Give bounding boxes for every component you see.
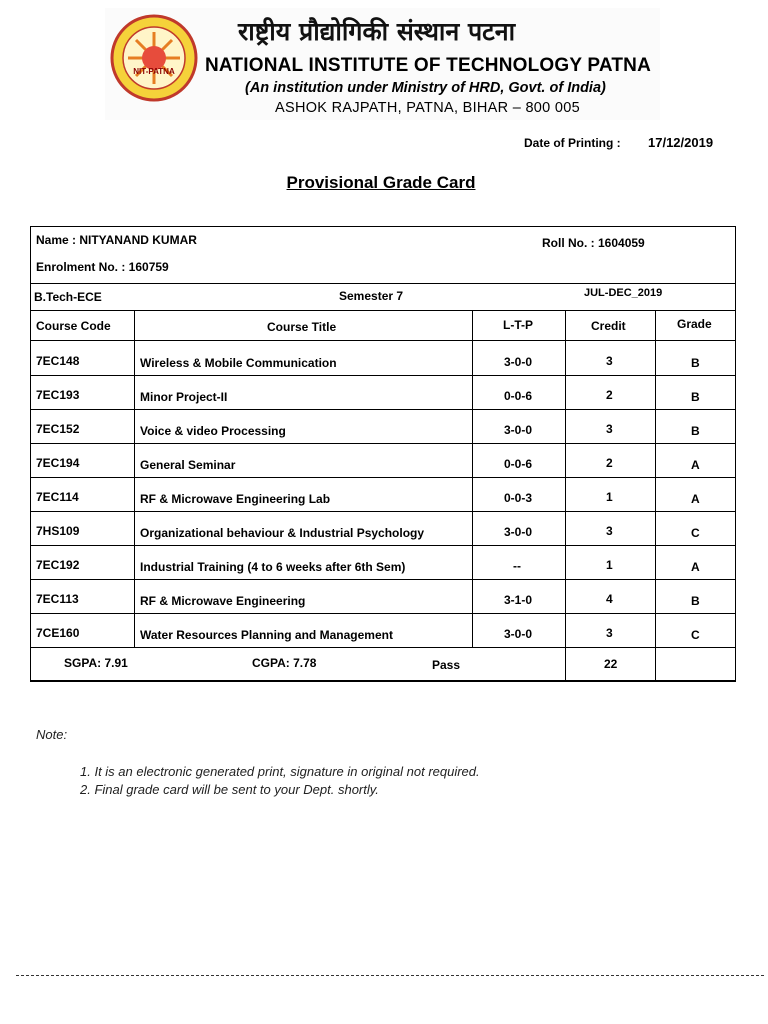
course-grade: C	[691, 526, 700, 540]
course-credit: 2	[606, 456, 613, 470]
course-code: 7EC113	[36, 592, 79, 606]
institute-name: NATIONAL INSTITUTE OF TECHNOLOGY PATNA	[205, 55, 652, 76]
row-divider	[30, 545, 736, 546]
course-credit: 3	[606, 354, 613, 368]
roll-number: Roll No. : 1604059	[542, 236, 645, 250]
course-grade: A	[691, 560, 700, 574]
institute-subtitle: (An institution under Ministry of HRD, Govt. of India)	[245, 80, 606, 96]
page-title-text: Provisional Grade Card	[286, 173, 476, 192]
row-divider	[30, 511, 736, 512]
header-course-code: Course Code	[36, 319, 111, 333]
course-grade: B	[691, 390, 700, 404]
enrolment-number: Enrolment No. : 160759	[36, 260, 169, 274]
course-grade: A	[691, 492, 700, 506]
note-heading: Note:	[36, 727, 68, 742]
course-title: Wireless & Mobile Communication	[140, 356, 337, 370]
svg-text:NIT-PATNA: NIT-PATNA	[133, 67, 175, 76]
course-credit: 3	[606, 524, 613, 538]
semester: Semester 7	[339, 289, 404, 303]
table-border-top	[30, 226, 736, 227]
program: B.Tech-ECE	[34, 290, 102, 304]
course-credit: 3	[606, 626, 613, 640]
course-title: Water Resources Planning and Management	[140, 628, 393, 642]
institute-address: ASHOK RAJPATH, PATNA, BIHAR – 800 005	[275, 100, 580, 116]
print-date-label: Date of Printing :	[524, 136, 621, 150]
course-code: 7CE160	[36, 626, 80, 640]
table-border-bottom	[30, 680, 736, 682]
print-date: 17/12/2019	[648, 135, 714, 150]
result: Pass	[432, 658, 461, 672]
row-divider	[30, 409, 736, 410]
header-grade: Grade	[677, 317, 712, 331]
institute-logo	[110, 14, 198, 102]
col-divider	[565, 310, 566, 681]
header-credit: Credit	[591, 319, 626, 333]
course-ltp: 3-0-0	[504, 355, 533, 369]
course-grade: A	[691, 458, 700, 472]
sgpa: SGPA: 7.91	[64, 656, 128, 670]
course-title: Organizational behaviour & Industrial Psychology	[140, 526, 425, 540]
course-ltp: 3-0-0	[504, 525, 533, 539]
course-title: Industrial Training (4 to 6 weeks after 6th Sem)	[140, 560, 406, 574]
course-ltp: 0-0-6	[504, 457, 533, 471]
grade-card-table	[30, 226, 736, 681]
institute-name-hindi: राष्ट्रीय प्रौद्योगिकी संस्थान पटना	[238, 17, 516, 46]
header-ltp: L-T-P	[503, 318, 533, 332]
course-ltp: 3-1-0	[504, 593, 533, 607]
course-code: 7HS109	[36, 524, 80, 538]
course-grade: B	[691, 594, 700, 608]
course-ltp: --	[513, 559, 521, 573]
course-code: 7EC194	[36, 456, 80, 470]
cgpa: CGPA: 7.78	[252, 656, 317, 670]
table-border-left	[30, 226, 31, 681]
row-divider	[30, 613, 736, 614]
col-divider	[472, 310, 473, 647]
table-border-right	[735, 226, 736, 681]
course-ltp: 3-0-0	[504, 423, 533, 437]
footer-divider	[16, 975, 764, 976]
course-code: 7EC148	[36, 354, 80, 368]
row-divider	[30, 310, 736, 311]
course-code: 7EC192	[36, 558, 80, 572]
page-title	[0, 173, 768, 193]
course-credit: 3	[606, 422, 613, 436]
course-title: General Seminar	[140, 458, 236, 472]
row-divider	[30, 340, 736, 341]
course-code: 7EC193	[36, 388, 80, 402]
session: JUL-DEC_2019	[584, 287, 663, 299]
row-divider	[30, 477, 736, 478]
course-credit: 1	[606, 490, 613, 504]
course-grade: B	[691, 424, 700, 438]
total-credit: 22	[604, 657, 618, 671]
row-divider	[30, 579, 736, 580]
course-credit: 4	[606, 592, 613, 606]
course-title: Voice & video Processing	[140, 424, 286, 438]
row-divider	[30, 375, 736, 376]
course-title: RF & Microwave Engineering Lab	[140, 492, 331, 506]
course-title: RF & Microwave Engineering	[140, 594, 306, 608]
row-divider	[30, 647, 736, 648]
course-grade: C	[691, 628, 700, 642]
course-ltp: 3-0-0	[504, 627, 533, 641]
col-divider	[134, 310, 135, 647]
row-divider	[30, 283, 736, 284]
row-divider	[30, 443, 736, 444]
course-credit: 1	[606, 558, 613, 572]
note-item: 2. Final grade card will be sent to your Dept. shortly.	[80, 782, 379, 797]
course-title: Minor Project-II	[140, 390, 228, 404]
course-ltp: 0-0-3	[504, 491, 533, 505]
course-grade: B	[691, 356, 700, 370]
header-course-title: Course Title	[267, 320, 337, 334]
course-credit: 2	[606, 388, 613, 402]
course-code: 7EC152	[36, 422, 80, 436]
course-ltp: 0-0-6	[504, 389, 533, 403]
col-divider	[655, 310, 656, 681]
note-item: 1. It is an electronic generated print, signature in original not required.	[80, 764, 480, 779]
student-name: Name : NITYANAND KUMAR	[36, 233, 197, 247]
course-code: 7EC114	[36, 490, 79, 504]
